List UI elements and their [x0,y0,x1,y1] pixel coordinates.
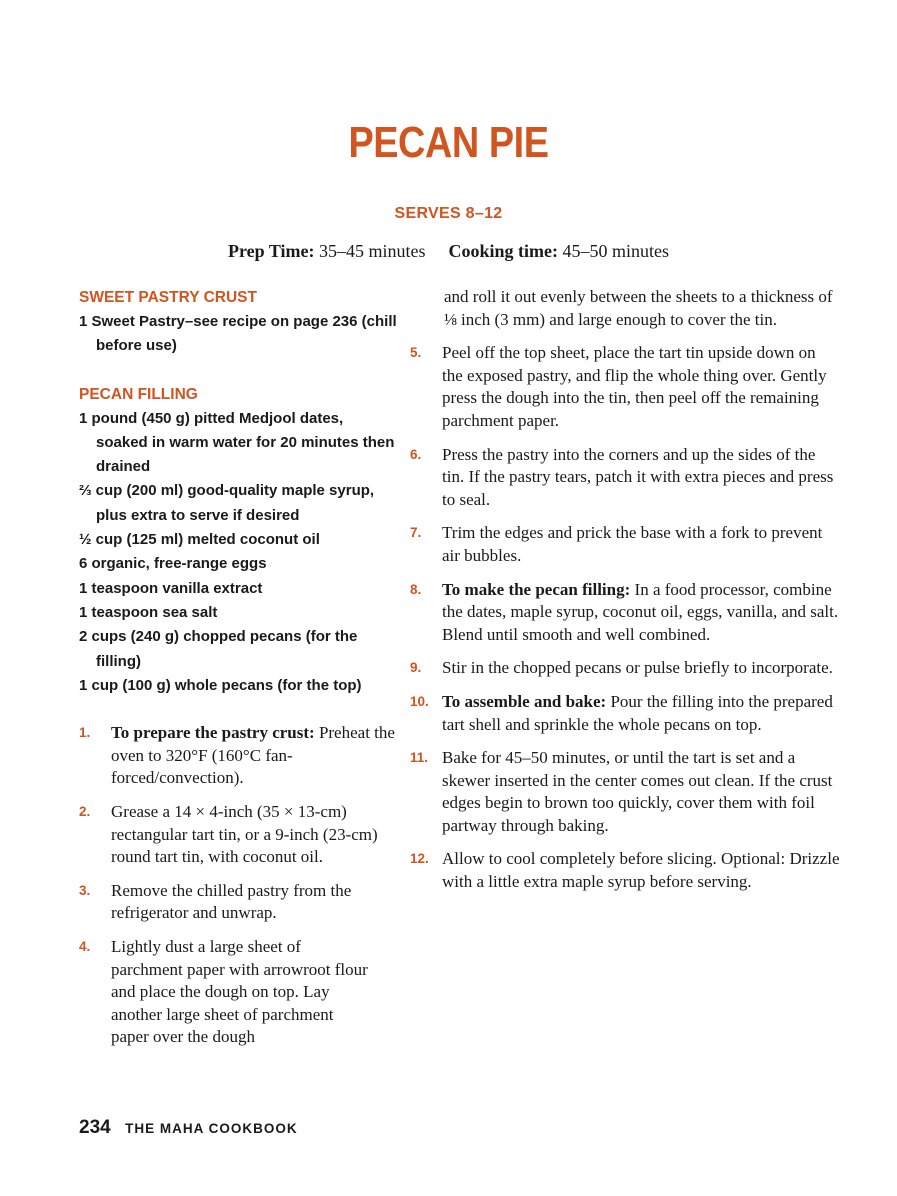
page-footer [79,1117,298,1139]
method-step-6 [410,444,840,512]
filling-heading: PECAN FILLING [79,385,198,403]
ingredient-item: 2 cups (240 g) chopped pecans (for the filling) [79,628,358,670]
book-title: THE MAHA COOKBOOK [125,1121,298,1136]
ingredient-item: 1 Sweet Pastry–see recipe on page 236 (chill before use) [79,313,397,355]
ingredient-item: ½ cup (125 ml) melted coconut oil [79,531,320,549]
step-text: Press the pastry into the corners and up the sides of the tin. If the pastry tears, patch it with extra pieces and press to seal. [442,444,834,509]
step-text: Preheat the oven to 320°F (160°C fan-forced/convection). [111,723,395,788]
left-column [79,286,399,1060]
prep-time-value: 35–45 minutes [319,241,426,261]
step-text: Peel off the top sheet, place the tart tin upside down on the exposed pastry, and flip the whole thing over. Gently press the dough into the tin, then peel off the remaining parchment paper. [442,343,827,430]
ingredient-item: 1 teaspoon vanilla extract [79,579,263,597]
serves-line: SERVES 8–12 [394,205,503,222]
method-step-9 [410,657,840,680]
step-number: 12. [410,851,429,867]
recipe-title: PECAN PIE [348,118,549,167]
method-step-12 [410,848,840,893]
method-step-2 [79,801,399,869]
method-step-11 [410,747,840,837]
step-lead: To assemble and bake: [442,691,607,711]
step-text: Trim the edges and prick the base with a fork to prevent air bubbles. [442,523,823,565]
step-number: 1. [79,725,91,741]
step-text: Bake for 45–50 minutes, or until the tart is set and a skewer inserted in the center comes out clean. If the crust edges begin to brown too quickly, cover them with foil partway through baking. [442,748,833,835]
time-line [0,241,897,262]
method-step-3 [79,880,399,925]
ingredient-item: 1 pound (450 g) pitted Medjool dates, soaked in warm water for 20 minutes then drained [79,409,395,476]
step-text: In a food processor, combine the dates, maple syrup, coconut oil, eggs, vanilla, and salt. Blend until smooth and well combined. [442,579,839,644]
step-number: 8. [410,581,422,597]
ingredient-item: 1 cup (100 g) whole pecans (for the top) [79,676,362,694]
step-text: Lightly dust a large sheet of parchment paper with arrowroot flour and place the dough on top. Lay another large sheet of parchment paper over the dough [111,936,368,1047]
cook-time-label: Cooking time: [448,241,558,261]
step-number: 7. [410,525,422,541]
method-step-5 [410,342,840,432]
pastry-heading: SWEET PASTRY CRUST [79,289,257,306]
step-text: Pour the filling into the prepared tart shell and sprinkle the whole pecans on top. [442,691,833,734]
method-step-4 [79,936,399,1049]
step-number: 6. [410,446,422,462]
method-step-7 [410,522,840,567]
method-step-10 [410,691,840,736]
step-number: 2. [79,803,91,819]
step-lead: To make the pecan filling: [442,579,631,599]
method-step-4-continued: and roll it out evenly between the sheets to a thickness of ⅛ inch (3 mm) and large enough to cover the tin. [444,287,833,329]
cook-time-value: 45–50 minutes [562,241,669,261]
step-number: 11. [410,750,429,766]
method-step-8 [410,579,840,647]
page-number: 234 [79,1117,111,1138]
prep-time-label: Prep Time: [228,241,315,261]
step-text: Remove the chilled pastry from the refrigerator and unwrap. [111,880,352,923]
step-number: 5. [410,345,422,361]
right-column [410,286,840,905]
method-step-1 [79,722,399,790]
step-number: 3. [79,882,91,898]
step-text: Grease a 14 × 4-inch (35 × 13-cm) rectangular tart tin, or a 9-inch (23-cm) round tart tin, with coconut oil. [111,801,378,867]
step-text: Stir in the chopped pecans or pulse briefly to incorporate. [442,658,833,678]
filling-ingredients [79,383,399,699]
step-number: 9. [410,660,422,676]
step-text: Allow to cool completely before slicing. Optional: Drizzle with a little extra maple syrup before serving. [442,849,840,892]
ingredient-item: ⅔ cup (200 ml) good-quality maple syrup, plus extra to serve if desired [79,482,375,524]
ingredient-item: 1 teaspoon sea salt [79,603,218,621]
ingredient-item: 6 organic, free-range eggs [79,555,267,573]
pastry-ingredients [79,286,399,359]
step-number: 10. [410,693,429,709]
step-number: 4. [79,938,91,954]
step-lead: To prepare the pastry crust: [111,723,315,743]
